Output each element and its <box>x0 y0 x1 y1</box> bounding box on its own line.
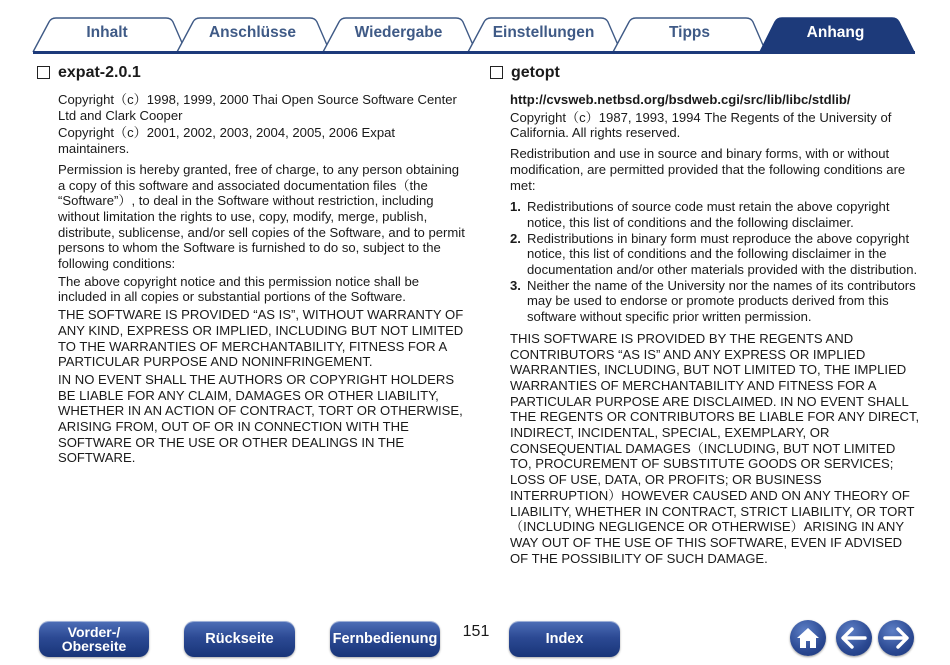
tab-einstellungen[interactable]: Einstellungen <box>492 24 595 41</box>
rear-panel-button[interactable]: Rückseite <box>184 621 295 657</box>
warranty-paragraph: THE SOFTWARE IS PROVIDED “AS IS”, WITHOUT WARRANTY OF ANY KIND, EXPRESS OR IMPLIED, INCLUDING BUT NOT LIMITED TO THE WARRANTIES OF MERCHANTABILITY, FITNESS FOR A PARTICULAR PURPOSE AND NONINFRINGEMENT. <box>58 307 464 370</box>
arrow-left-icon <box>841 627 867 649</box>
checkbox-square-icon <box>37 66 50 79</box>
copyright-line: Copyright（c）2001, 2002, 2003, 2004, 2005, 2006 Expat maintainers. <box>58 125 396 157</box>
list-text: Neither the name of the University nor the names of its contributors may be used to endorse or promote products derived from this software without specific prior written permission. <box>527 277 916 325</box>
list-item <box>510 278 920 325</box>
arrow-right-icon <box>883 627 909 649</box>
list-number: 2. <box>510 230 521 246</box>
list-item <box>510 231 920 278</box>
tab-inhalt[interactable]: Inhalt <box>86 24 128 41</box>
list-number: 1. <box>510 199 521 215</box>
list-number: 3. <box>510 277 521 293</box>
front-top-label-line2: Oberseite <box>61 638 127 654</box>
intro-paragraph: Redistribution and use in source and binary forms, with or without modification, are permitted provided that the following conditions are met: <box>510 146 906 193</box>
index-button[interactable]: Index <box>509 621 620 657</box>
forward-button[interactable] <box>878 620 914 656</box>
disclaimer-paragraph: THIS SOFTWARE IS PROVIDED BY THE REGENTS AND CONTRIBUTORS “AS IS” AND ANY EXPRESS OR IMPLIED WARRANTIES, INCLUDING, BUT NOT LIMITED TO, THE IMPLIED WARRANTIES OF MERCHANTABILITY AND FITNESS FOR A PARTICULAR PURPOSE ARE DISCLAIMED. IN NO EVENT SHALL THE REGENTS OR CONTRIBUTORS BE LIABLE FOR ANY DIRECT, INDIRECT, INCIDENTAL, SPECIAL, EXEMPLARY, OR CONSEQUENTIAL DAMAGES（INCLUDING, BUT NOT LIMITED TO, PROCUREMENT OF SUBSTITUTE GOODS OR SERVICES; LOSS OF USE, DATA, OR PROFITS; OR BUSINESS INTERRUPTION）HOWEVER CAUSED AND ON ANY THEORY OF LIABILITY, WHETHER IN CONTRACT, STRICT LIABILITY, OR TORT（INCLUDING NEGLIGENCE OR OTHERWISE）ARISING IN ANY WAY OUT OF THE USE OF THIS SOFTWARE, EVEN IF ADVISED OF THE POSSIBILITY OF SUCH DAMAGE. <box>510 330 920 566</box>
conditions-list <box>510 199 920 325</box>
tab-anhang[interactable]: Anhang <box>806 24 865 41</box>
notice-paragraph: The above copyright notice and this permission notice shall be included in all copies or substantial portions of the Software. <box>58 273 420 305</box>
section-heading-getopt <box>490 62 920 84</box>
home-icon <box>795 626 821 650</box>
copyright-line: Copyright（c）1987, 1993, 1994 The Regents of the University of California. All rights reserved. <box>510 109 892 141</box>
right-column <box>490 62 920 568</box>
home-button[interactable] <box>790 620 826 656</box>
list-text: Redistributions of source code must retain the above copyright notice, this list of conditions and the following disclaimer. <box>527 199 890 230</box>
source-url: http://cvsweb.netbsd.org/bsdweb.cgi/src/lib/libc/stdlib/ <box>510 92 851 107</box>
front-top-button[interactable] <box>39 621 149 657</box>
list-text: Redistributions in binary form must reproduce the above copyright notice, this list of conditions and the following disclaimer in the documentation and/or other materials provided with the distribution. <box>527 230 918 278</box>
section-title: expat-2.0.1 <box>58 64 141 81</box>
tab-tipps[interactable]: Tipps <box>668 24 711 41</box>
section-title: getopt <box>511 64 560 81</box>
checkbox-square-icon <box>490 66 503 79</box>
tab-anschluesse[interactable]: Anschlüsse <box>208 24 296 41</box>
remote-control-button[interactable]: Fernbedienung <box>330 621 440 657</box>
license-text-expat <box>58 92 467 466</box>
back-button[interactable] <box>836 620 872 656</box>
page-number: 151 <box>462 623 490 640</box>
section-heading-expat <box>37 62 467 84</box>
tab-bar <box>0 0 950 60</box>
permission-paragraph: Permission is hereby granted, free of charge, to any person obtaining a copy of this software and associated documentation files（the “Software”）, to deal in the Software without restriction, including without limitation the rights to use, copy, modify, merge, publish, distribute, sublicense, and/or sell copies of the Software, and to permit persons to whom the Software is furnished to do so, subject to the following conditions: <box>58 161 465 272</box>
left-column <box>37 62 467 468</box>
front-top-label-line1: Vorder-/ <box>67 623 121 640</box>
tab-wiedergabe[interactable]: Wiedergabe <box>354 24 443 41</box>
license-text-getopt <box>510 92 920 566</box>
list-item <box>510 199 920 230</box>
copyright-line: Copyright（c）1998, 1999, 2000 Thai Open Source Software Center Ltd and Clark Cooper <box>58 92 457 123</box>
liability-paragraph: IN NO EVENT SHALL THE AUTHORS OR COPYRIGHT HOLDERS BE LIABLE FOR ANY CLAIM, DAMAGES OR OTHER LIABILITY, WHETHER IN AN ACTION OF CONTRACT, TORT OR OTHERWISE, ARISING FROM, OUT OF OR IN CONNECTION WITH THE SOFTWARE OR THE USE OR OTHER DEALINGS IN THE SOFTWARE. <box>58 371 463 466</box>
